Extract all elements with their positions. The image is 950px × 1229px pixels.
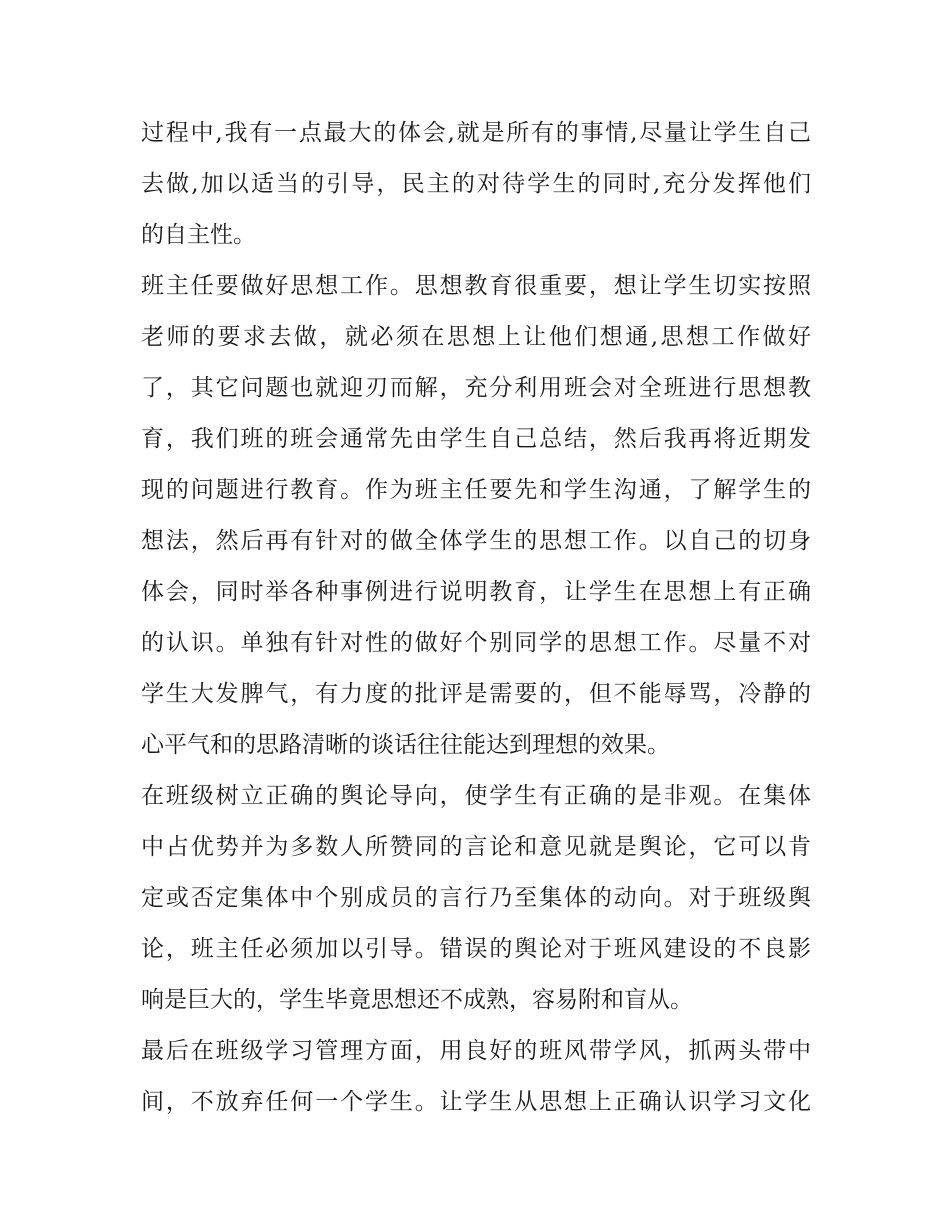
paragraph-3-line-5: 响是巨大的，学生毕竟思想还不成熟，容易附和盲从。 (141, 987, 693, 1013)
paragraph-3-line-4: 论，班主任必须加以引导。错误的舆论对于班风建设的不良影 (141, 936, 811, 962)
paragraph-2-line-3: 了，其它问题也就迎刃而解，充分利用班会对全班进行思想教 (141, 375, 811, 401)
paragraph-2-line-10: 心平气和的思路清晰的谈话往往能达到理想的效果。 (141, 732, 670, 758)
paragraph-2-line-1: 班主任要做好思想工作。思想教育很重要，想让学生切实按照 (141, 273, 811, 299)
paragraph-2-line-8: 的认识。单独有针对性的做好个别同学的思想工作。尽量不对 (141, 630, 811, 656)
paragraph-1-line-1: 过程中,我有一点最大的体会,就是所有的事情,尽量让学生自己 (141, 120, 811, 146)
paragraph-1-line-2: 去做,加以适当的引导，民主的对待学生的同时,充分发挥他们 (141, 171, 811, 197)
paragraph-3-line-3: 定或否定集体中个别成员的言行乃至集体的动向。对于班级舆 (141, 885, 811, 911)
paragraph-4-line-1: 最后在班级学习管理方面，用良好的班风带学风，抓两头带中 (141, 1038, 811, 1064)
paragraph-2-line-2: 老师的要求去做，就必须在思想上让他们想通,思想工作做好 (141, 324, 811, 350)
paragraph-2-line-4: 育，我们班的班会通常先由学生自己总结，然后我再将近期发 (141, 426, 811, 452)
paragraph-1-line-3: 的自主性。 (141, 222, 256, 248)
paragraph-2-line-9: 学生大发脾气，有力度的批评是需要的，但不能辱骂，冷静的 (141, 681, 811, 707)
paragraph-2-line-7: 体会，同时举各种事例进行说明教育，让学生在思想上有正确 (141, 579, 811, 605)
document-body (141, 108, 811, 1128)
paragraph-3-line-1: 在班级树立正确的舆论导向，使学生有正确的是非观。在集体 (141, 783, 811, 809)
paragraph-3-line-2: 中占优势并为多数人所赞同的言论和意见就是舆论，它可以肯 (141, 834, 811, 860)
paragraph-4-line-2: 间，不放弃任何一个学生。让学生从思想上正确认识学习文化 (141, 1089, 811, 1115)
paragraph-2-line-5: 现的问题进行教育。作为班主任要先和学生沟通，了解学生的 (141, 477, 811, 503)
paragraph-2-line-6: 想法，然后再有针对的做全体学生的思想工作。以自己的切身 (141, 528, 811, 554)
